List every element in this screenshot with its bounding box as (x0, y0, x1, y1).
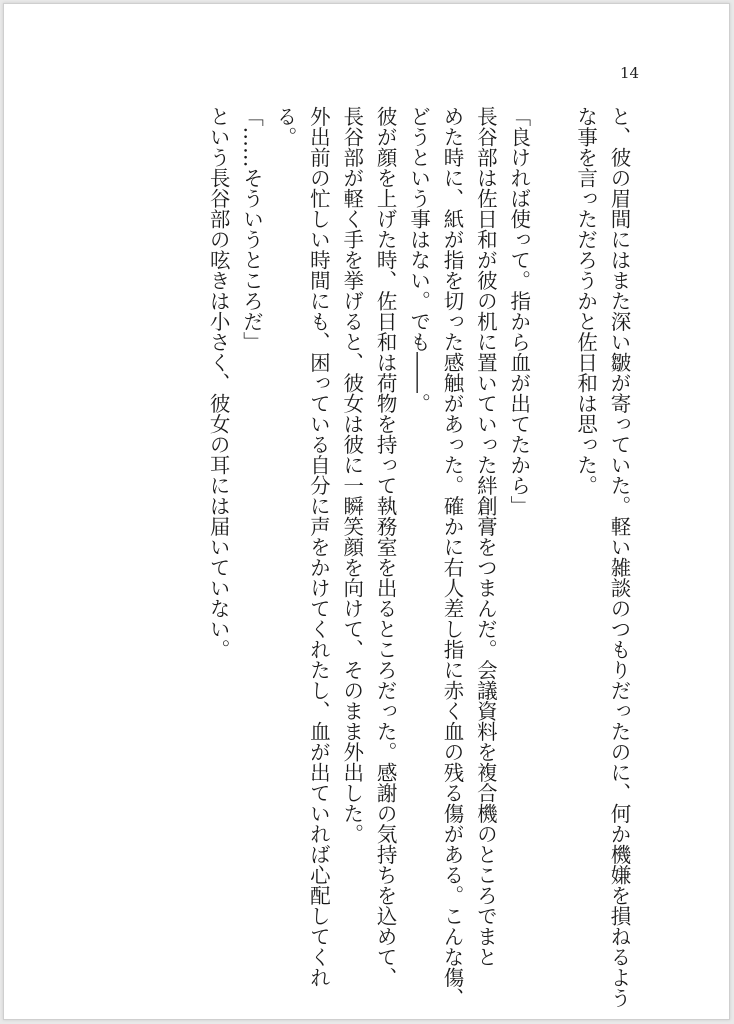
blank-line (535, 106, 568, 946)
page-number: 14 (620, 64, 640, 82)
dialogue-line: 「……そういうところだ」 (239, 106, 264, 352)
paragraph: 彼が顔を上げた時、佐日和は荷物を持って執務室を出るところだった。感謝の気持ちを込めて、 長谷部が軽く手を挙げると、彼女は彼に一瞬笑顔を向けて、そのまま外出した。 (339, 106, 398, 988)
paragraph: 外出前の忙しい時間にも、困っている自分に声をかけてくれたし、血が出ていれば心配してくれ る。 (272, 106, 331, 988)
document-page (3, 3, 730, 1020)
dialogue-line: 「良ければ使って。指から血が出てたから」 (506, 106, 531, 516)
paragraph: 長谷部は佐日和が彼の机に置いていった絆創膏をつまんだ。会議資料を複合機のところでまと めた時に、紙が指を切った感触があった。確かに右人差し指に赤く血の残る傷がある。こんな傷、 どうという事はない。でも――。 (406, 106, 498, 1008)
paragraph: と、彼の眉間にはまた深い皺が寄っていた。軽い雑談のつもりだったのに、何か機嫌を損ねるよう な事を言っただろうかと佐日和は思った。 (573, 106, 631, 1008)
paragraph: という長谷部の呟きは小さく、彼女の耳には届いていない。 (206, 106, 231, 660)
novel-body-text (201, 106, 635, 1008)
